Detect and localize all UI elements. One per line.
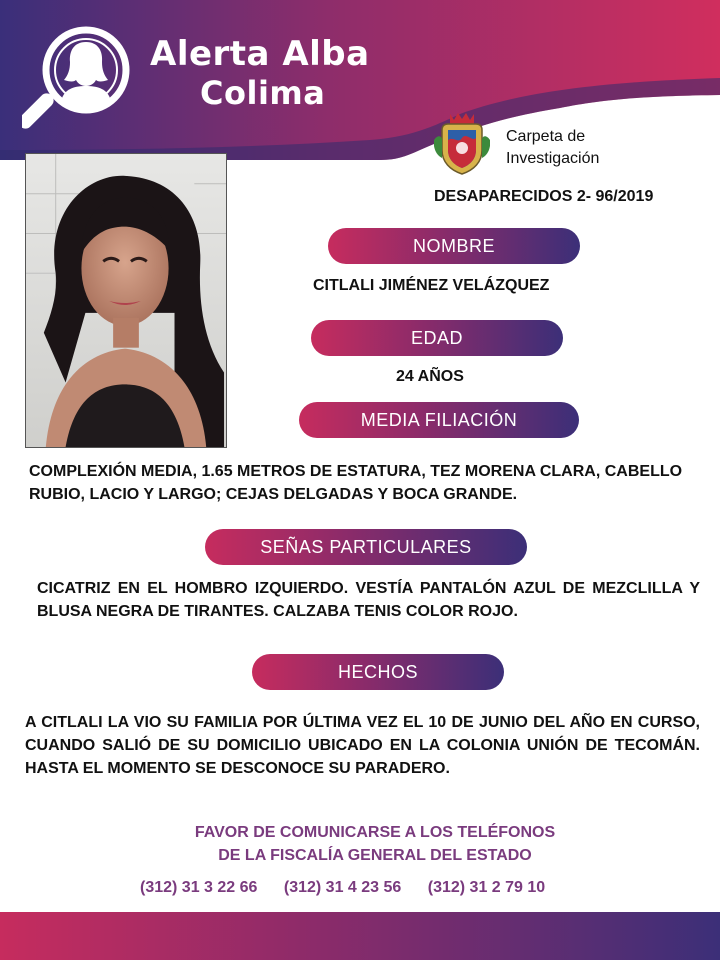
hechos-label: HECHOS	[252, 654, 504, 690]
carpeta-line1: Carpeta de	[506, 128, 586, 145]
senas-particulares-text: CICATRIZ EN EL HOMBRO IZQUIERDO. VESTÍA PANTALÓN AZUL DE MEZCLILLA Y BLUSA NEGRA DE TIRANTES. CALZABA TENIS COLOR ROJO.	[37, 580, 700, 620]
colima-seal-icon	[432, 110, 492, 176]
nombre-value: CITLALI JIMÉNEZ VELÁZQUEZ	[313, 277, 550, 294]
phone-number[interactable]: (312) 31 3 22 66	[140, 879, 258, 896]
contact-line-2: DE LA FISCALÍA GENERAL DEL ESTADO	[218, 847, 532, 864]
hechos-text: A CITLALI LA VIO SU FAMILIA POR ÚLTIMA VEZ EL 10 DE JUNIO DEL AÑO EN CURSO, CUANDO SALIÓ DE SU DOMICILIO UBICADO EN LA COLONIA UNIÓN DE TECOMÁN. HASTA EL MOMENTO SE DESCONOCE SU PARADERO.	[25, 714, 700, 777]
carpeta-line2: Investigación	[506, 150, 600, 167]
contact-line-1: FAVOR DE COMUNICARSE A LOS TELÉFONOS	[194, 824, 556, 841]
carpeta-label	[506, 126, 599, 170]
edad-label: EDAD	[311, 320, 563, 356]
footer-bar	[0, 912, 720, 960]
magnifier-person-icon	[22, 18, 137, 133]
media-filiacion-label: MEDIA FILIACIÓN	[299, 402, 579, 438]
brand-subtitle: Colima	[200, 74, 326, 112]
phone-number[interactable]: (312) 31 2 79 10	[427, 879, 546, 896]
folio-number: DESAPARECIDOS 2- 96/2019	[434, 188, 654, 205]
brand-title: Alerta Alba	[150, 34, 370, 74]
media-filiacion-text: COMPLEXIÓN MEDIA, 1.65 METROS DE ESTATURA, TEZ MORENA CLARA, CABELLO RUBIO, LACIO Y LARGO; CEJAS DELGADAS Y BOCA GRANDE.	[29, 463, 683, 503]
phone-number[interactable]: (312) 31 4 23 56	[283, 879, 402, 896]
missing-person-photo	[25, 153, 227, 448]
nombre-label: NOMBRE	[328, 228, 580, 264]
senas-particulares-label: SEÑAS PARTICULARES	[205, 529, 527, 565]
edad-value: 24 AÑOS	[396, 368, 464, 385]
phone-list	[140, 879, 545, 897]
